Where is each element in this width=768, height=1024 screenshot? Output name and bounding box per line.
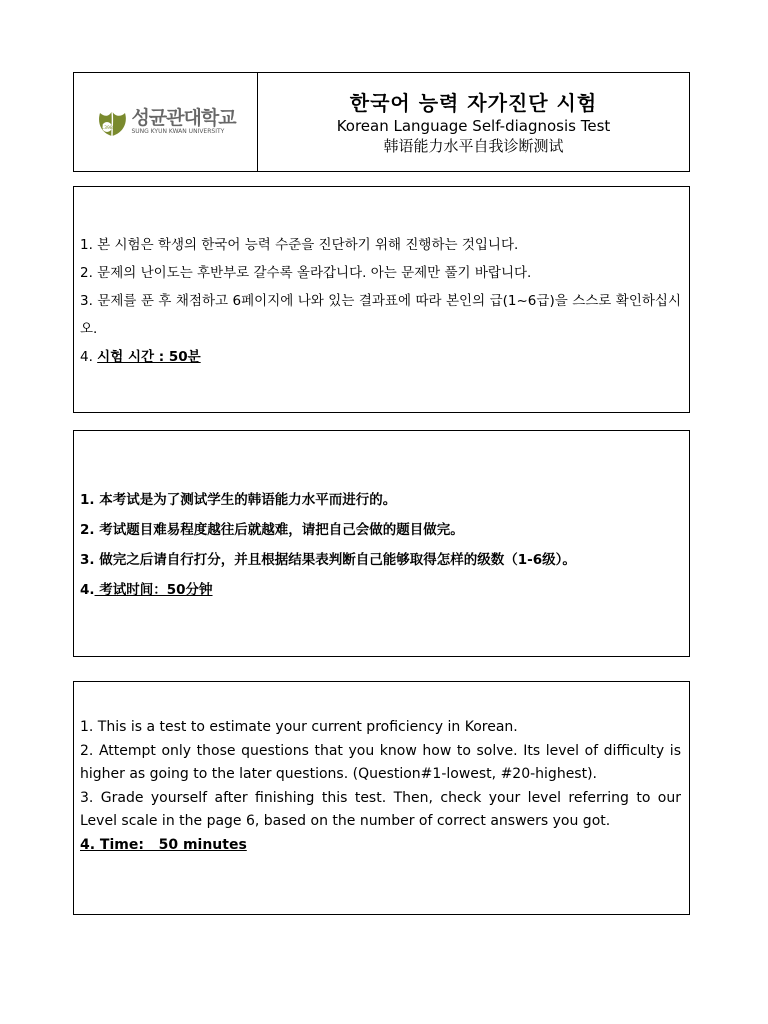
chinese-notice-box bbox=[73, 430, 690, 657]
title-english: Korean Language Self-diagnosis Test bbox=[336, 117, 611, 135]
title-korean: 한국어 능력 자가진단 시험 bbox=[349, 91, 598, 115]
korean-notice-box bbox=[73, 186, 690, 413]
chinese-notice-line-3: 3. 做完之后请自行打分，并且根据结果表判断自己能够取得怎样的级数（1-6级）。 bbox=[80, 552, 576, 568]
english-notice-line-3: 3. Grade yourself after finishing this test. Then, check your level referring to our Level scale in the page 6, based on the number of correct answers you got. bbox=[80, 789, 681, 829]
ginkgo-leaf-icon bbox=[95, 105, 129, 139]
korean-notice-line-4 bbox=[80, 343, 681, 371]
logo-korean-name: 성균관대학교 bbox=[131, 107, 236, 129]
korean-test-time: 시험 시간 : 50분 bbox=[97, 349, 201, 365]
english-notice-line-2: 2. Attempt only those questions that you know how to solve. Its level of difficulty is higher as going to the later questions. (Question#1-lowest, #20-highest). bbox=[80, 742, 681, 782]
title-cell bbox=[258, 73, 689, 171]
korean-notice-line-4-prefix: 4. bbox=[80, 349, 98, 365]
chinese-notice-line-1: 1. 本考试是为了测试学生的韩语能力水平而进行的。 bbox=[80, 492, 397, 508]
chinese-notice-line-4 bbox=[80, 575, 681, 605]
korean-notice-line-3: 3. 문제를 푼 후 채점하고 6페이지에 나와 있는 결과표에 따라 본인의 급(1~6급)을 스스로 확인하십시오. bbox=[80, 293, 681, 337]
logo-year: 1398 bbox=[101, 126, 114, 131]
english-notice-line-1: 1. This is a test to estimate your current proficiency in Korean. bbox=[80, 719, 518, 735]
chinese-test-time: 考试时间：50分钟 bbox=[94, 582, 213, 598]
korean-notice-line-1: 1. 본 시험은 학생의 한국어 능력 수준을 진단하기 위해 진행하는 것입니다. bbox=[80, 237, 519, 253]
chinese-notice-line-4-prefix: 4. bbox=[80, 582, 95, 598]
english-notice-box bbox=[73, 681, 690, 915]
logo-cell bbox=[74, 73, 258, 171]
english-test-time: 4. Time: 50 minutes bbox=[80, 836, 247, 853]
header-table bbox=[73, 72, 690, 172]
title-chinese: 韩语能力水平自我诊断测试 bbox=[383, 137, 564, 155]
chinese-notice-line-2: 2. 考试题目难易程度越往后就越难，请把自己会做的题目做完。 bbox=[80, 522, 464, 538]
university-logo bbox=[95, 105, 235, 139]
logo-english-name: SUNG KYUN KWAN UNIVERSITY bbox=[131, 128, 225, 135]
korean-notice-line-2: 2. 문제의 난이도는 후반부로 갈수록 올라갑니다. 아는 문제만 풀기 바랍니다. bbox=[80, 265, 532, 281]
